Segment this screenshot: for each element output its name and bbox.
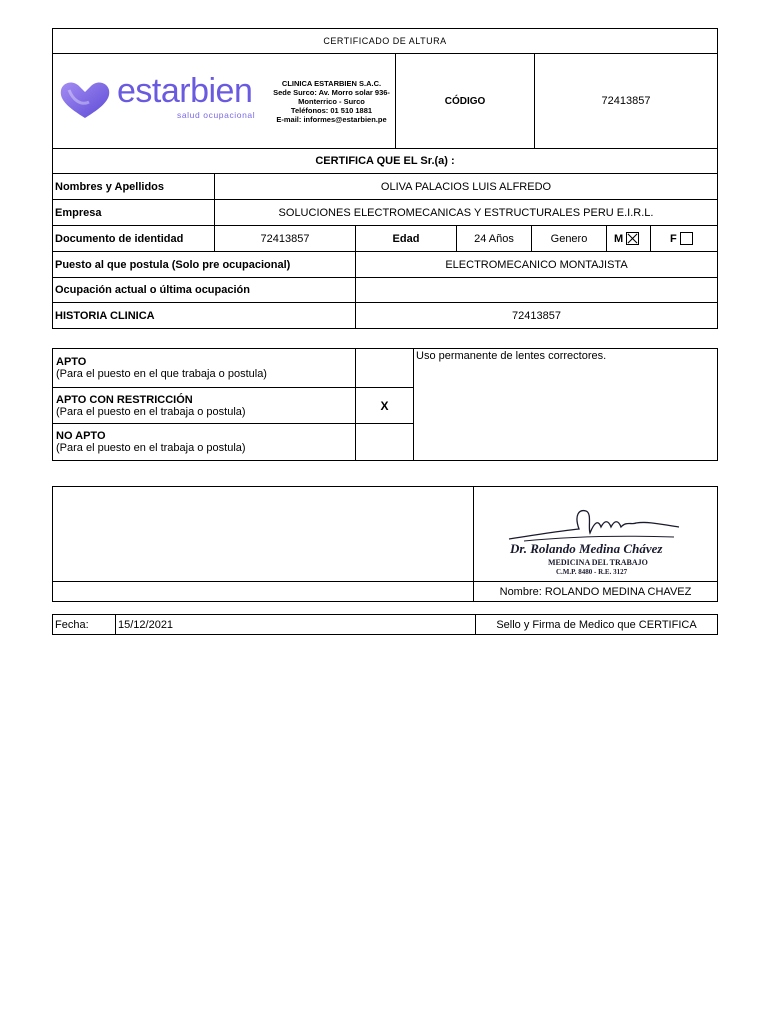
genero-m-label: M	[614, 232, 624, 245]
stamp-cmp: C.M.P. 8480 - R.E. 3127	[556, 568, 628, 576]
fecha-label: Fecha:	[55, 618, 89, 631]
signature-name: Nombre: ROLANDO MEDINA CHAVEZ	[499, 585, 692, 598]
signature-scribble-icon	[504, 505, 684, 545]
documento-label-cell	[52, 225, 215, 252]
stamp-specialty: MEDICINA DEL TRABAJO	[548, 558, 648, 567]
documento-value-cell	[214, 225, 356, 252]
historia-label: HISTORIA CLINICA	[55, 309, 155, 322]
certifica-row	[52, 148, 718, 174]
codigo-label: CÓDIGO	[444, 95, 486, 107]
noapto-subtitle: (Para el puesto en el trabaja o postula)	[56, 442, 246, 454]
ocupacion-label-cell	[52, 277, 356, 303]
historia-label-cell	[52, 302, 356, 329]
apto-title: APTO	[56, 356, 87, 368]
clinic-info	[273, 79, 390, 124]
edad-label: Edad	[392, 232, 420, 245]
codigo-label-cell	[395, 53, 535, 149]
restriccion-subtitle: (Para el puesto en el trabaja o postula)	[56, 405, 246, 418]
ocupacion-label: Ocupación actual o última ocupación	[55, 284, 250, 296]
ocupacion-value-cell	[355, 277, 718, 303]
documento-label: Documento de identidad	[55, 232, 184, 245]
genero-label: Genero	[550, 232, 588, 245]
signature-left-cell	[52, 486, 474, 582]
stamp-doctor-name: Dr. Rolando Medina Chávez	[510, 541, 663, 556]
signature-name-left-cell	[52, 581, 474, 602]
heart-logo-icon	[59, 80, 111, 120]
genero-f-cell	[650, 225, 718, 252]
logo	[59, 72, 269, 124]
observacion-text: Uso permanente de lentes correctores.	[416, 350, 607, 362]
fecha-label-cell	[52, 614, 116, 635]
signature-name-cell	[473, 581, 718, 602]
genero-m-checkbox[interactable]	[626, 232, 639, 245]
edad-label-cell	[355, 225, 457, 252]
edad-value-cell	[456, 225, 532, 252]
certifica-label: CERTIFICA QUE EL Sr.(a) :	[315, 155, 455, 167]
restriccion-label-cell	[52, 387, 356, 424]
genero-m-cell	[606, 225, 651, 252]
genero-f-checkbox[interactable]	[680, 232, 693, 245]
doctor-stamp	[504, 505, 684, 577]
certificate-title	[52, 28, 718, 54]
historia-value: 72413857	[512, 309, 561, 322]
nombres-value: OLIVA PALACIOS LUIS ALFREDO	[380, 180, 552, 193]
restriccion-mark-cell[interactable]	[355, 387, 414, 424]
logo-wordmark: estarbien	[117, 72, 253, 110]
codigo-value: 72413857	[601, 95, 651, 107]
logo-subtitle: salud ocupacional	[177, 110, 256, 120]
apto-label-cell	[52, 348, 356, 388]
sello-label: Sello y Firma de Medico que CERTIFICA	[496, 618, 697, 631]
observacion-cell	[413, 348, 718, 461]
noapto-label-cell	[52, 423, 356, 461]
historia-value-cell	[355, 302, 718, 329]
clinic-info-cell	[268, 53, 396, 149]
codigo-value-cell	[534, 53, 718, 149]
clinic-name: CLINICA ESTARBIEN S.A.C.	[281, 78, 382, 88]
puesto-value: ELECTROMECANICO MONTAJISTA	[445, 258, 628, 271]
genero-f-label: F	[670, 232, 677, 245]
signature-stamp-cell	[473, 486, 718, 582]
nombres-label-cell	[52, 173, 215, 200]
nombres-value-cell	[214, 173, 718, 200]
genero-label-cell	[531, 225, 607, 252]
noapto-title: NO APTO	[56, 430, 106, 442]
documento-value: 72413857	[260, 232, 310, 245]
clinic-district: Monterrico - Surco	[298, 96, 365, 106]
fecha-value: 15/12/2021	[118, 618, 174, 631]
empresa-label: Empresa	[55, 206, 102, 219]
apto-subtitle: (Para el puesto en el que trabaja o postula)	[56, 368, 267, 380]
puesto-label: Puesto al que postula (Solo pre ocupacional)	[55, 258, 291, 271]
apto-mark-cell[interactable]	[355, 348, 414, 388]
puesto-value-cell	[355, 251, 718, 278]
noapto-mark-cell[interactable]	[355, 423, 414, 461]
sello-cell	[475, 614, 718, 635]
empresa-label-cell	[52, 199, 215, 226]
logo-cell	[52, 53, 268, 149]
edad-value: 24 Años	[474, 232, 514, 245]
certificate-title-text: CERTIFICADO DE ALTURA	[323, 36, 447, 46]
fecha-value-cell	[115, 614, 476, 635]
clinic-address: Sede Surco: Av. Morro solar 936-	[273, 87, 390, 97]
clinic-email: E-mail: informes@estarbien.pe	[276, 114, 387, 124]
nombres-label: Nombres y Apellidos	[55, 180, 165, 193]
clinic-phone: Teléfonos: 01 510 1881	[290, 105, 373, 115]
restriccion-mark: X	[380, 398, 389, 413]
empresa-value-cell	[214, 199, 718, 226]
puesto-label-cell	[52, 251, 356, 278]
empresa-value: SOLUCIONES ELECTROMECANICAS Y ESTRUCTURALES PERU E.I.R.L.	[278, 206, 654, 219]
restriccion-title: APTO CON RESTRICCIÓN	[56, 393, 193, 406]
